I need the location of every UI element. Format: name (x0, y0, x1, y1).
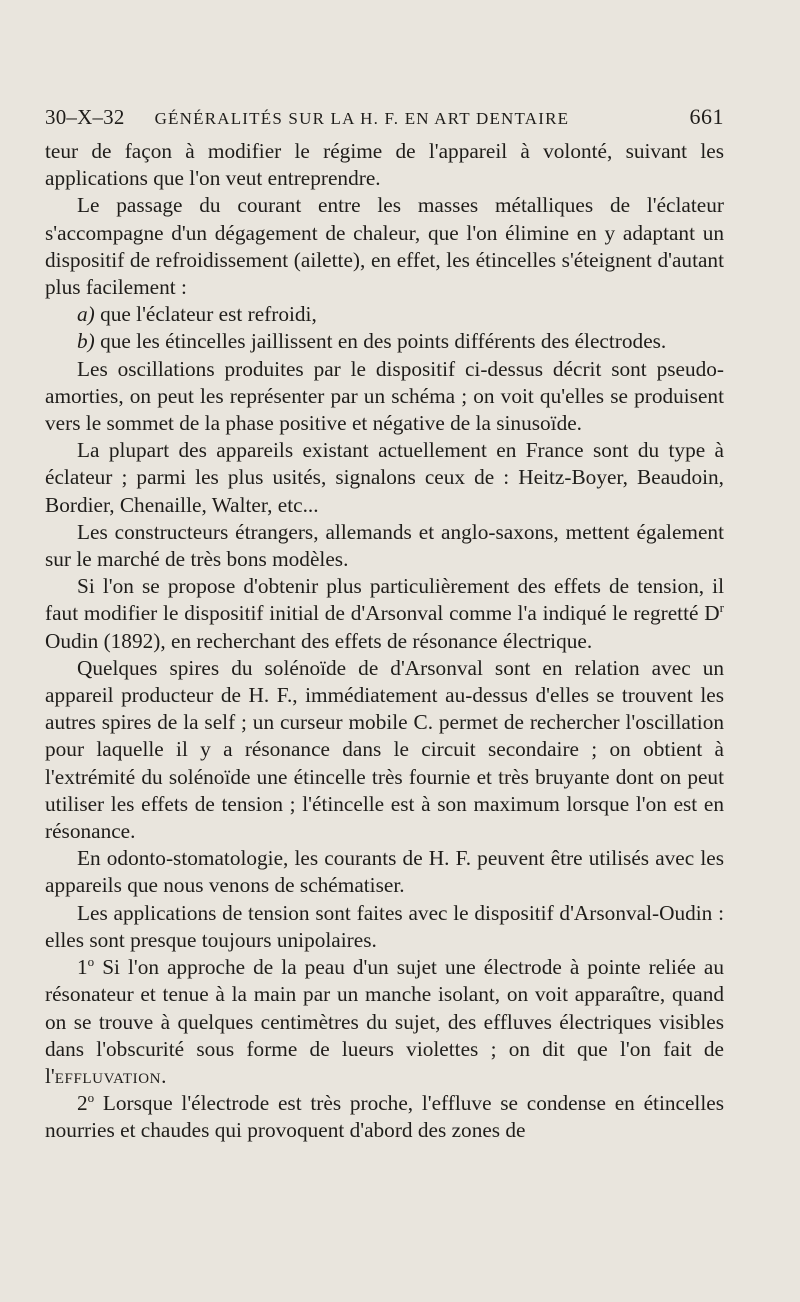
paragraph: Les oscillations produites par le dispositif ci-dessus décrit sont pseudo-amorties, on peut les représenter par un schéma ; on voit qu'elles se produisent vers le sommet de la phase positive et négative de la sinusoïde. (45, 356, 724, 436)
list-item-text: que l'éclateur est refroidi, (100, 302, 317, 327)
paragraph: Les constructeurs étrangers, allemands et anglo-saxons, mettent également sur le marché de très bons modèles. (45, 519, 724, 572)
list-item (45, 301, 724, 328)
paragraph-text: . (161, 1063, 167, 1088)
paragraph-text: Si l'on se propose d'obtenir plus particulièrement des effets de tension, il faut modifier le dispositif initial de d'Arsonval comme l'a indiqué le regretté D (45, 574, 724, 626)
body-text (45, 138, 724, 1145)
paragraph: En odonto-stomatologie, les courants de H. F. peuvent être utilisés avec les appareils que nous venons de schématiser. (45, 846, 724, 898)
small-caps-term: effluvation (54, 1063, 162, 1088)
paragraph-text: Oudin (1892), en recherchant des effets de résonance électrique. (45, 628, 593, 653)
paragraph: La plupart des appareils existant actuellement en France sont du type à éclateur ; parmi les plus usités, signalons ceux de : Heitz-Boyer, Beaudoin, Bordier, Chenaille, Walter, etc... (45, 438, 724, 517)
paragraph: Le passage du courant entre les masses métalliques de l'éclateur s'accompagne d'un dégagement de chaleur, que l'on élimine en y adaptant un dispositif de refroidissement (ailette), en effet, les étincelles s'éteignent d'autant plus facilement : (45, 193, 724, 300)
list-marker: b) (77, 329, 95, 354)
paragraph: Les applications de tension sont faites avec le dispositif d'Arsonval-Oudin : elles sont presque toujours unipolaires. (45, 900, 724, 952)
paragraph: teur de façon à modifier le régime de l'appareil à volonté, suivant les applications que l'on veut entreprendre. (45, 139, 724, 191)
ordinal-mark: o (87, 1090, 95, 1106)
paragraph (45, 1090, 724, 1144)
superscript: r (719, 600, 724, 616)
item-number: 2 (77, 1091, 88, 1116)
list-item (45, 328, 724, 355)
paragraph-text: Si l'on approche de la peau d'un sujet une électrode à pointe reliée au résonateur et tenue à la main par un manche isolant, on voit apparaître, quand on se trouve à quelques centimètres du sujet, des effluves électriques visibles dans l'obscurité sous forme de lueurs violettes ; on dit que l'on fait de l' (45, 955, 724, 1088)
paragraph-text: Lorsque l'électrode est très proche, l'effluve se condense en étincelles nourries et chaudes qui provoquent d'abord des zones de (45, 1091, 724, 1143)
paragraph (45, 954, 724, 1090)
header-title: GÉNÉRALITÉS SUR LA H. F. EN ART DENTAIRE (154, 109, 570, 128)
list-marker: a) (77, 302, 95, 327)
header-date: 30–X–32 (45, 105, 125, 129)
page-number: 661 (689, 104, 724, 129)
ordinal-mark: o (87, 954, 95, 969)
paragraph: Quelques spires du solénoïde de d'Arsonval sont en relation avec un appareil producteur de H. F., immédiatement au-dessus d'elles se trouvent les autres spires de la self ; un curseur mobile C. permet de rechercher l'oscillation pour laquelle il y a résonance dans le circuit secondaire ; on obtient à l'extrémité du solénoïde une étincelle très fournie et très bruyante dont on peut utiliser les effets de tension ; l'étincelle est à son maximum lorsque l'on est en résonance. (45, 655, 724, 844)
running-header (45, 104, 724, 130)
paragraph (45, 573, 724, 655)
list-item-text: que les étincelles jaillissent en des points différents des électrodes. (100, 329, 667, 354)
item-number: 1 (77, 955, 88, 980)
